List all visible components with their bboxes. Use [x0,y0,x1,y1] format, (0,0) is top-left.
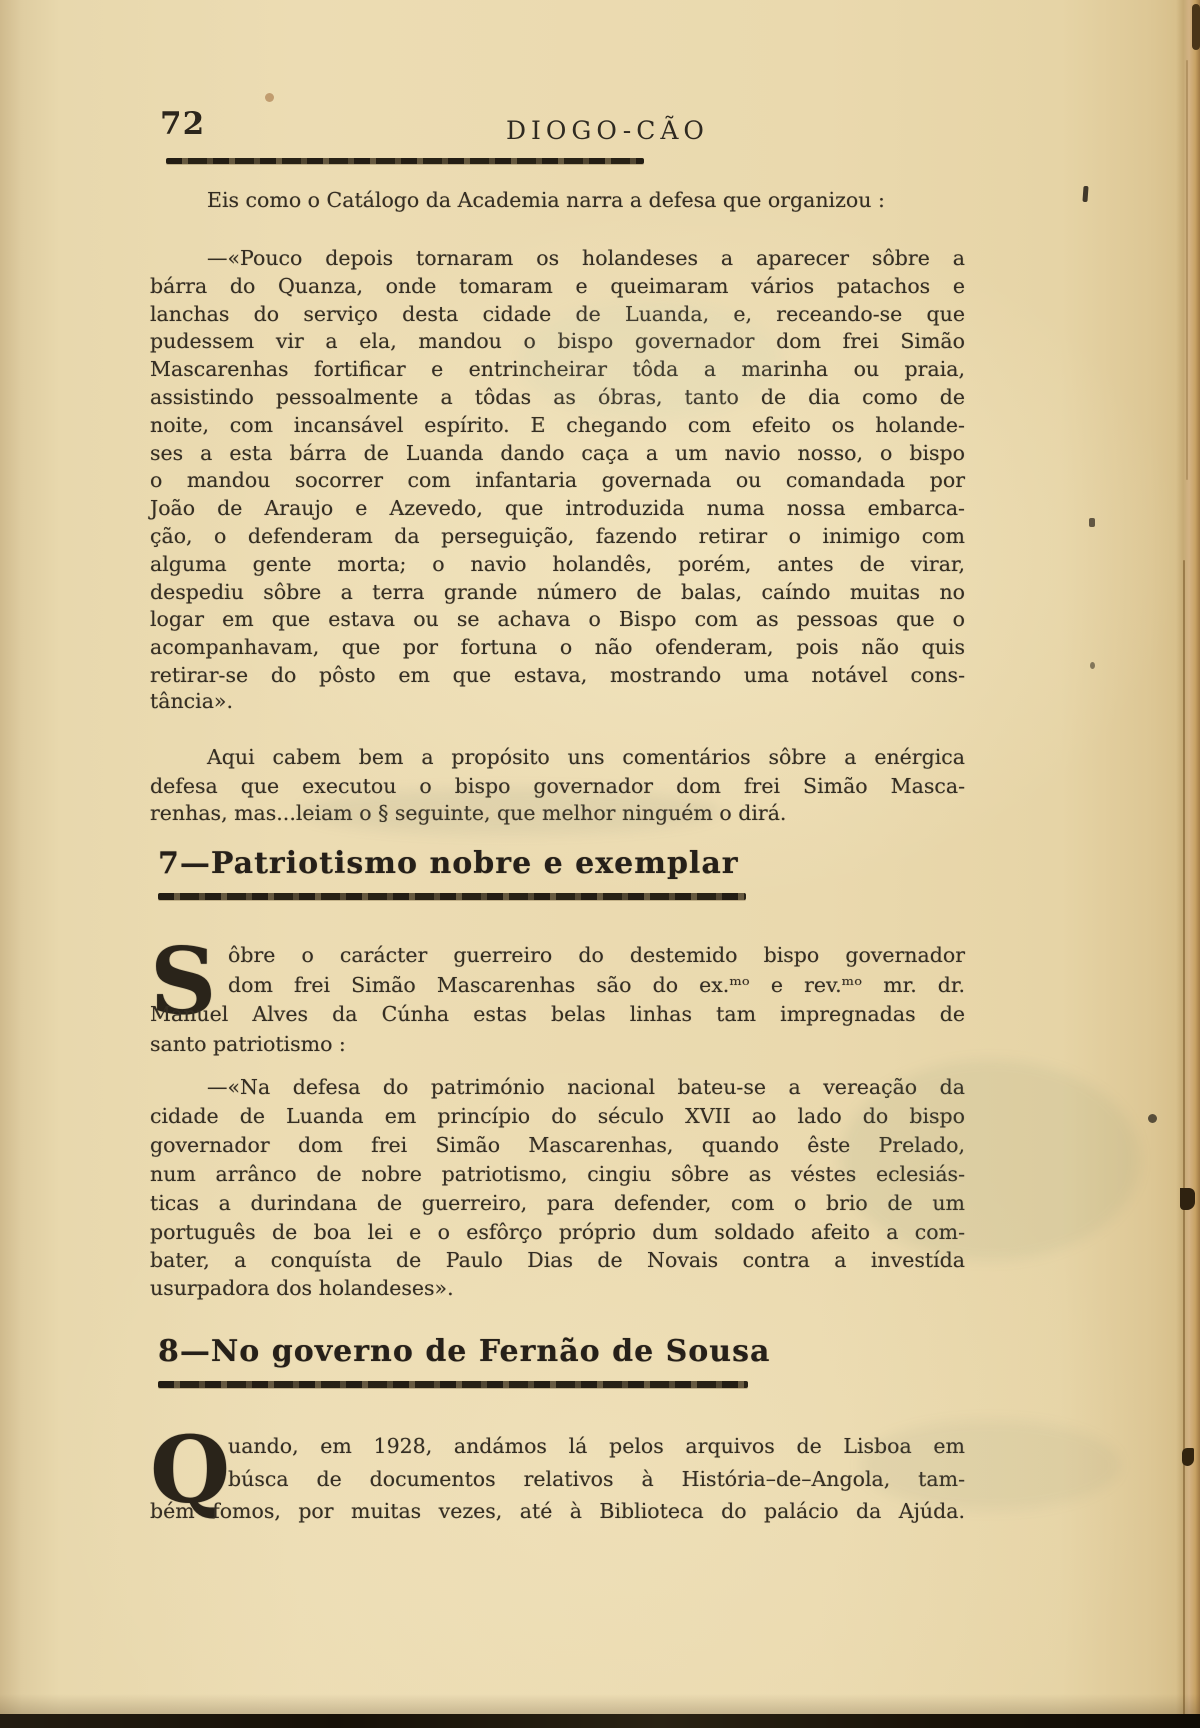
quote-paragraph-2-last [150,1276,965,1300]
section-8-heading: 8—No governo de Fernão de Sousa [158,1334,771,1369]
text-line: renhas, mas...leiam o § seguinte, que melhor ninguém o dirá. [150,801,787,825]
paragraph-sobre-lines [150,927,965,1035]
page-number: 72 [160,106,206,142]
show-through-smudge [300,788,720,834]
text-line: dom frei Simão Mascarenhas são do ex.ᵐᵒ e rev.ᵐᵒ mr. dr. [228,972,965,997]
text-line: bém fomos, por muitas vezes, até à Biblioteca do palácio da Ajúda. [150,1499,965,1523]
text-line: defesa que executou o bispo governador dom frei Simão Masca- [150,774,965,799]
text-line: bárra do Quanza, onde tomaram e queimaram vários patachos e [150,273,965,298]
text-line: santo patriotismo : [150,1031,346,1056]
paper-stain-dot [265,93,274,102]
text-line: João de Araujo e Azevedo, que introduzida numa nossa embarca- [150,496,965,521]
text-line: o mandou socorrer com infantaria governada ou comandada por [150,468,965,493]
bottom-shadow-fade [0,1694,1200,1714]
text-line: búsca de documentos relativos à História–de–Angola, tam- [228,1466,965,1491]
text-line: pudessem vir a ela, mandou o bispo governador dom frei Simão [150,329,965,354]
text-line: noite, com incansável espírito. E chegando com efeito os holande- [150,412,965,437]
text-line: uando, em 1928, andámos lá pelos arquivos de Lisboa em [228,1434,965,1458]
text-line: logar em que estava ou se achava o Bispo com as pessoas que o [150,607,965,632]
running-title: DIOGO-CÃO [506,116,709,145]
show-through-smudge [520,300,780,420]
show-through-smudge [840,1060,1140,1260]
quote-paragraph-1 [150,245,965,690]
text-line: cidade de Luanda em princípio do século XVII ao lado do bispo [150,1103,965,1128]
text-line: Manuel Alves da Cúnha estas belas linhas tam impregnadas de [150,1002,965,1027]
text-line: ôbre o carácter guerreiro do destemido bispo governador [228,943,965,967]
section-8-rule [158,1381,748,1388]
text-line: tância». [150,689,233,713]
show-through-smudge [860,1420,1120,1510]
ink-speck [1089,518,1095,527]
section-7-rule [158,893,746,900]
ink-speck [1082,186,1088,202]
drop-cap-q: Q [150,1416,231,1524]
page-edge-right [1176,0,1200,1728]
text-line: —«Na defesa do património nacional bateu-se a vereação da [207,1075,965,1099]
ink-speck [1148,1114,1157,1123]
ink-speck [1090,662,1095,669]
text-line: acompanhavam, que por fortuna o não ofenderam, pois não quis [150,635,965,660]
text-line: —«Pouco depois tornaram os holandeses a aparecer sôbre a [207,246,965,270]
paragraph-sobre [150,927,965,1059]
binding-crease-top [1186,60,1188,480]
text-line: português de boa lei e o esfôrço próprio dum soldado afeito a com- [150,1219,965,1244]
scan-bottom-band [0,1714,1200,1728]
page-edge-mark [1192,4,1200,50]
text-line: lanchas do serviço desta cidade de Luanda, e, receando-se que [150,301,965,326]
page-edge-notch [1180,1188,1195,1210]
text-line: usurpadora dos holandeses». [150,1276,454,1300]
text-line: Eis como o Catálogo da Academia narra a defesa que organizou : [207,188,885,212]
text-line: num arrânco de nobre patriotismo, cingiu sôbre as véstes eclesiás- [150,1161,965,1186]
text-line: despediu sôbre a terra grande número de balas, caíndo muitas no [150,579,965,604]
section-7-heading: 7—Patriotismo nobre e exemplar [158,846,739,881]
header-rule [166,158,644,164]
paragraph-quando [150,1416,965,1528]
page-edge-notch [1182,1448,1194,1466]
text-line: ção, o defenderam da perseguição, fazendo retirar o inimigo com [150,523,965,548]
text-line: bater, a conquísta de Paulo Dias de Novais contra a investída [150,1248,965,1273]
text-line: alguma gente morta; o navio holandês, porém, antes de virar, [150,551,965,576]
intro-paragraph [150,186,965,215]
text-line: ses a esta bárra de Luanda dando caça a um navio nosso, o bispo [150,440,965,465]
text-line: ticas a durindana de guerreiro, para defender, com o brio de um [150,1190,965,1215]
binding-crease [1183,560,1185,1720]
text-line: retirar-se do pôsto em que estava, mostrando uma notável cons- [150,662,965,687]
text-line: governador dom frei Simão Mascarenhas, quando êste Prelado, [150,1132,965,1157]
text-line: Aqui cabem bem a propósito uns comentários sôbre a enérgica [207,745,965,769]
text-line: assistindo pessoalmente a tôdas as óbras, tanto de dia como de [150,384,965,409]
text-line: Mascarenhas fortificar e entrincheirar tôda a marinha ou praia, [150,357,965,382]
drop-cap-s: S [150,927,217,1035]
quote-paragraph-1-last [150,689,965,713]
